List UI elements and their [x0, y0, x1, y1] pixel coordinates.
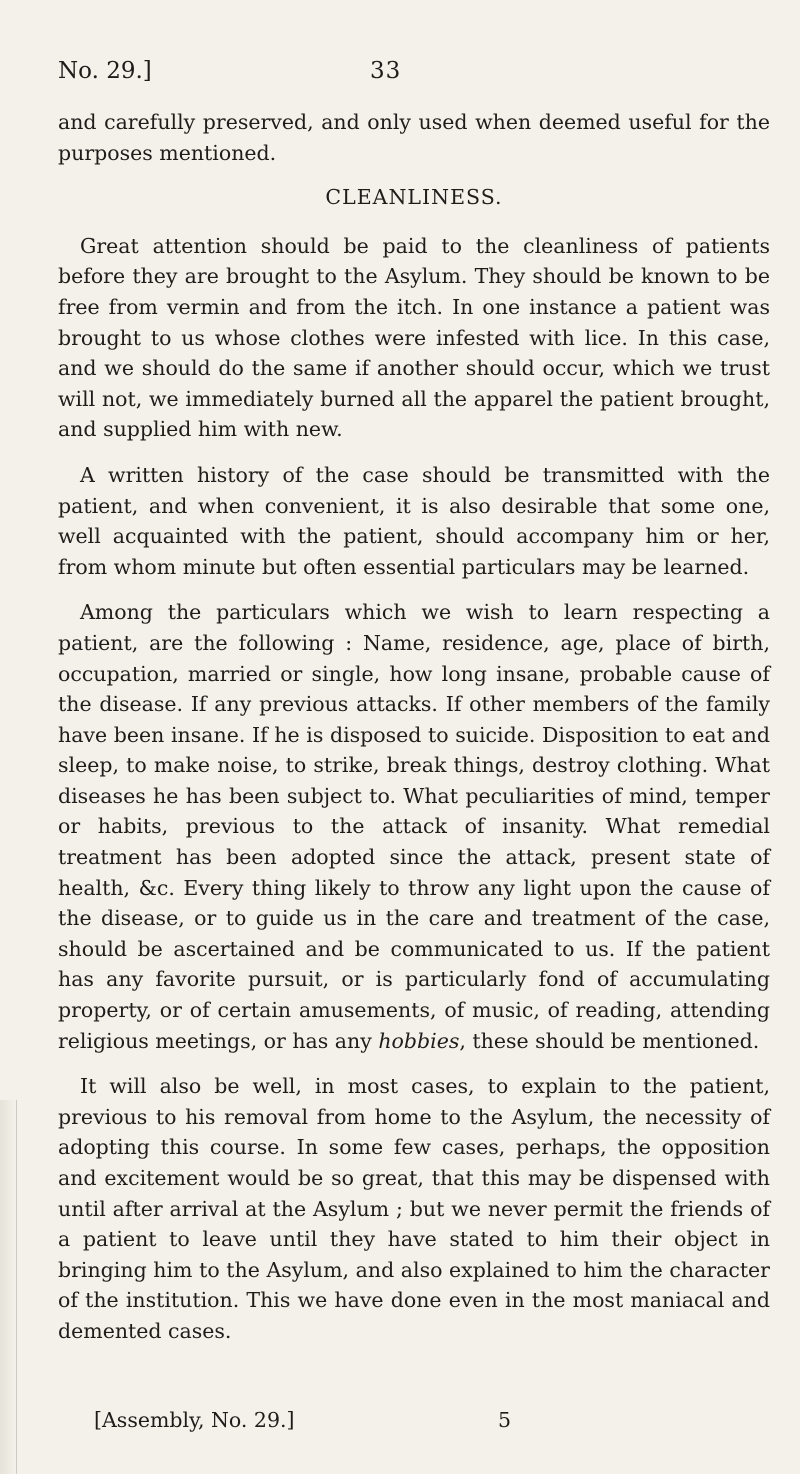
page-header	[0, 58, 800, 88]
paragraph-3	[58, 597, 770, 1056]
paragraph-3-text: Among the particulars which we wish to learn respecting a patient, are the following : Name, residence, age, place of birth, occupation, married or single, how long insane, probable cause of the disease. If any previous attacks. If other members of the family have been insane. If he is disposed to suicide. Disposition to eat and sleep, to make noise, to strike, break things, destroy clothing. What diseases he has been subject to. What peculiarities of mind, temper or habits, previous to the attack of insanity. What remedial treatment has been adopted since the attack, present state of health, &c. Every thing likely to throw any light upon the cause of the disease, or to guide us in the care and treatment of the case, should be ascertained and be communicated to us. If the patient has any favorite pursuit, or is particularly fond of accumulating property, or of certain amusements, of music, of reading, attending religious meetings, or has any	[58, 600, 770, 1053]
paragraph-4: It will also be well, in most cases, to explain to the patient, previous to his removal from home to the Asylum, the necessity of adopting this course. In some few cases, perhaps, the opposition and excitement would be so great, that this may be dispensed with until after arrival at the Asylum ; but we never permit the friends of a patient to leave until they have stated to him their object in bringing him to the Asylum, and also explained to him the character of the institution. This we have done even in the most maniacal and demented cases.	[58, 1074, 770, 1343]
section-heading: CLEANLINESS.	[325, 185, 503, 210]
paragraph-2: A written history of the case should be transmitted with the patient, and when convenient, it is also desirable that some one, well acquainted with the patient, should accompany him or her, from whom minute but often essential particulars may be learned.	[58, 462, 770, 579]
paragraph-3-tail: , these should be mentioned.	[459, 1028, 760, 1053]
italic-word: hobbies	[378, 1028, 460, 1053]
signature-mark: [Assembly, No. 29.]	[94, 1408, 295, 1432]
intro-text: and carefully preserved, and only used when deemed useful for the purposes mentioned.	[58, 110, 770, 165]
binding-edge	[0, 1100, 17, 1474]
page-number: 33	[370, 58, 402, 84]
paragraph-1: Great attention should be paid to the cleanliness of patients before they are brought to the Asylum. They should be known to be free from vermin and from the itch. In one instance a patient was brought to us whose clothes were infested with lice. In this case, and we should do the same if another should occur, which we trust will not, we immediately burned all the apparel the patient brought, and supplied him with new.	[58, 233, 770, 442]
body-text	[58, 107, 770, 1347]
document-number: No. 29.]	[58, 58, 152, 84]
sheet-number: 5	[498, 1408, 512, 1432]
